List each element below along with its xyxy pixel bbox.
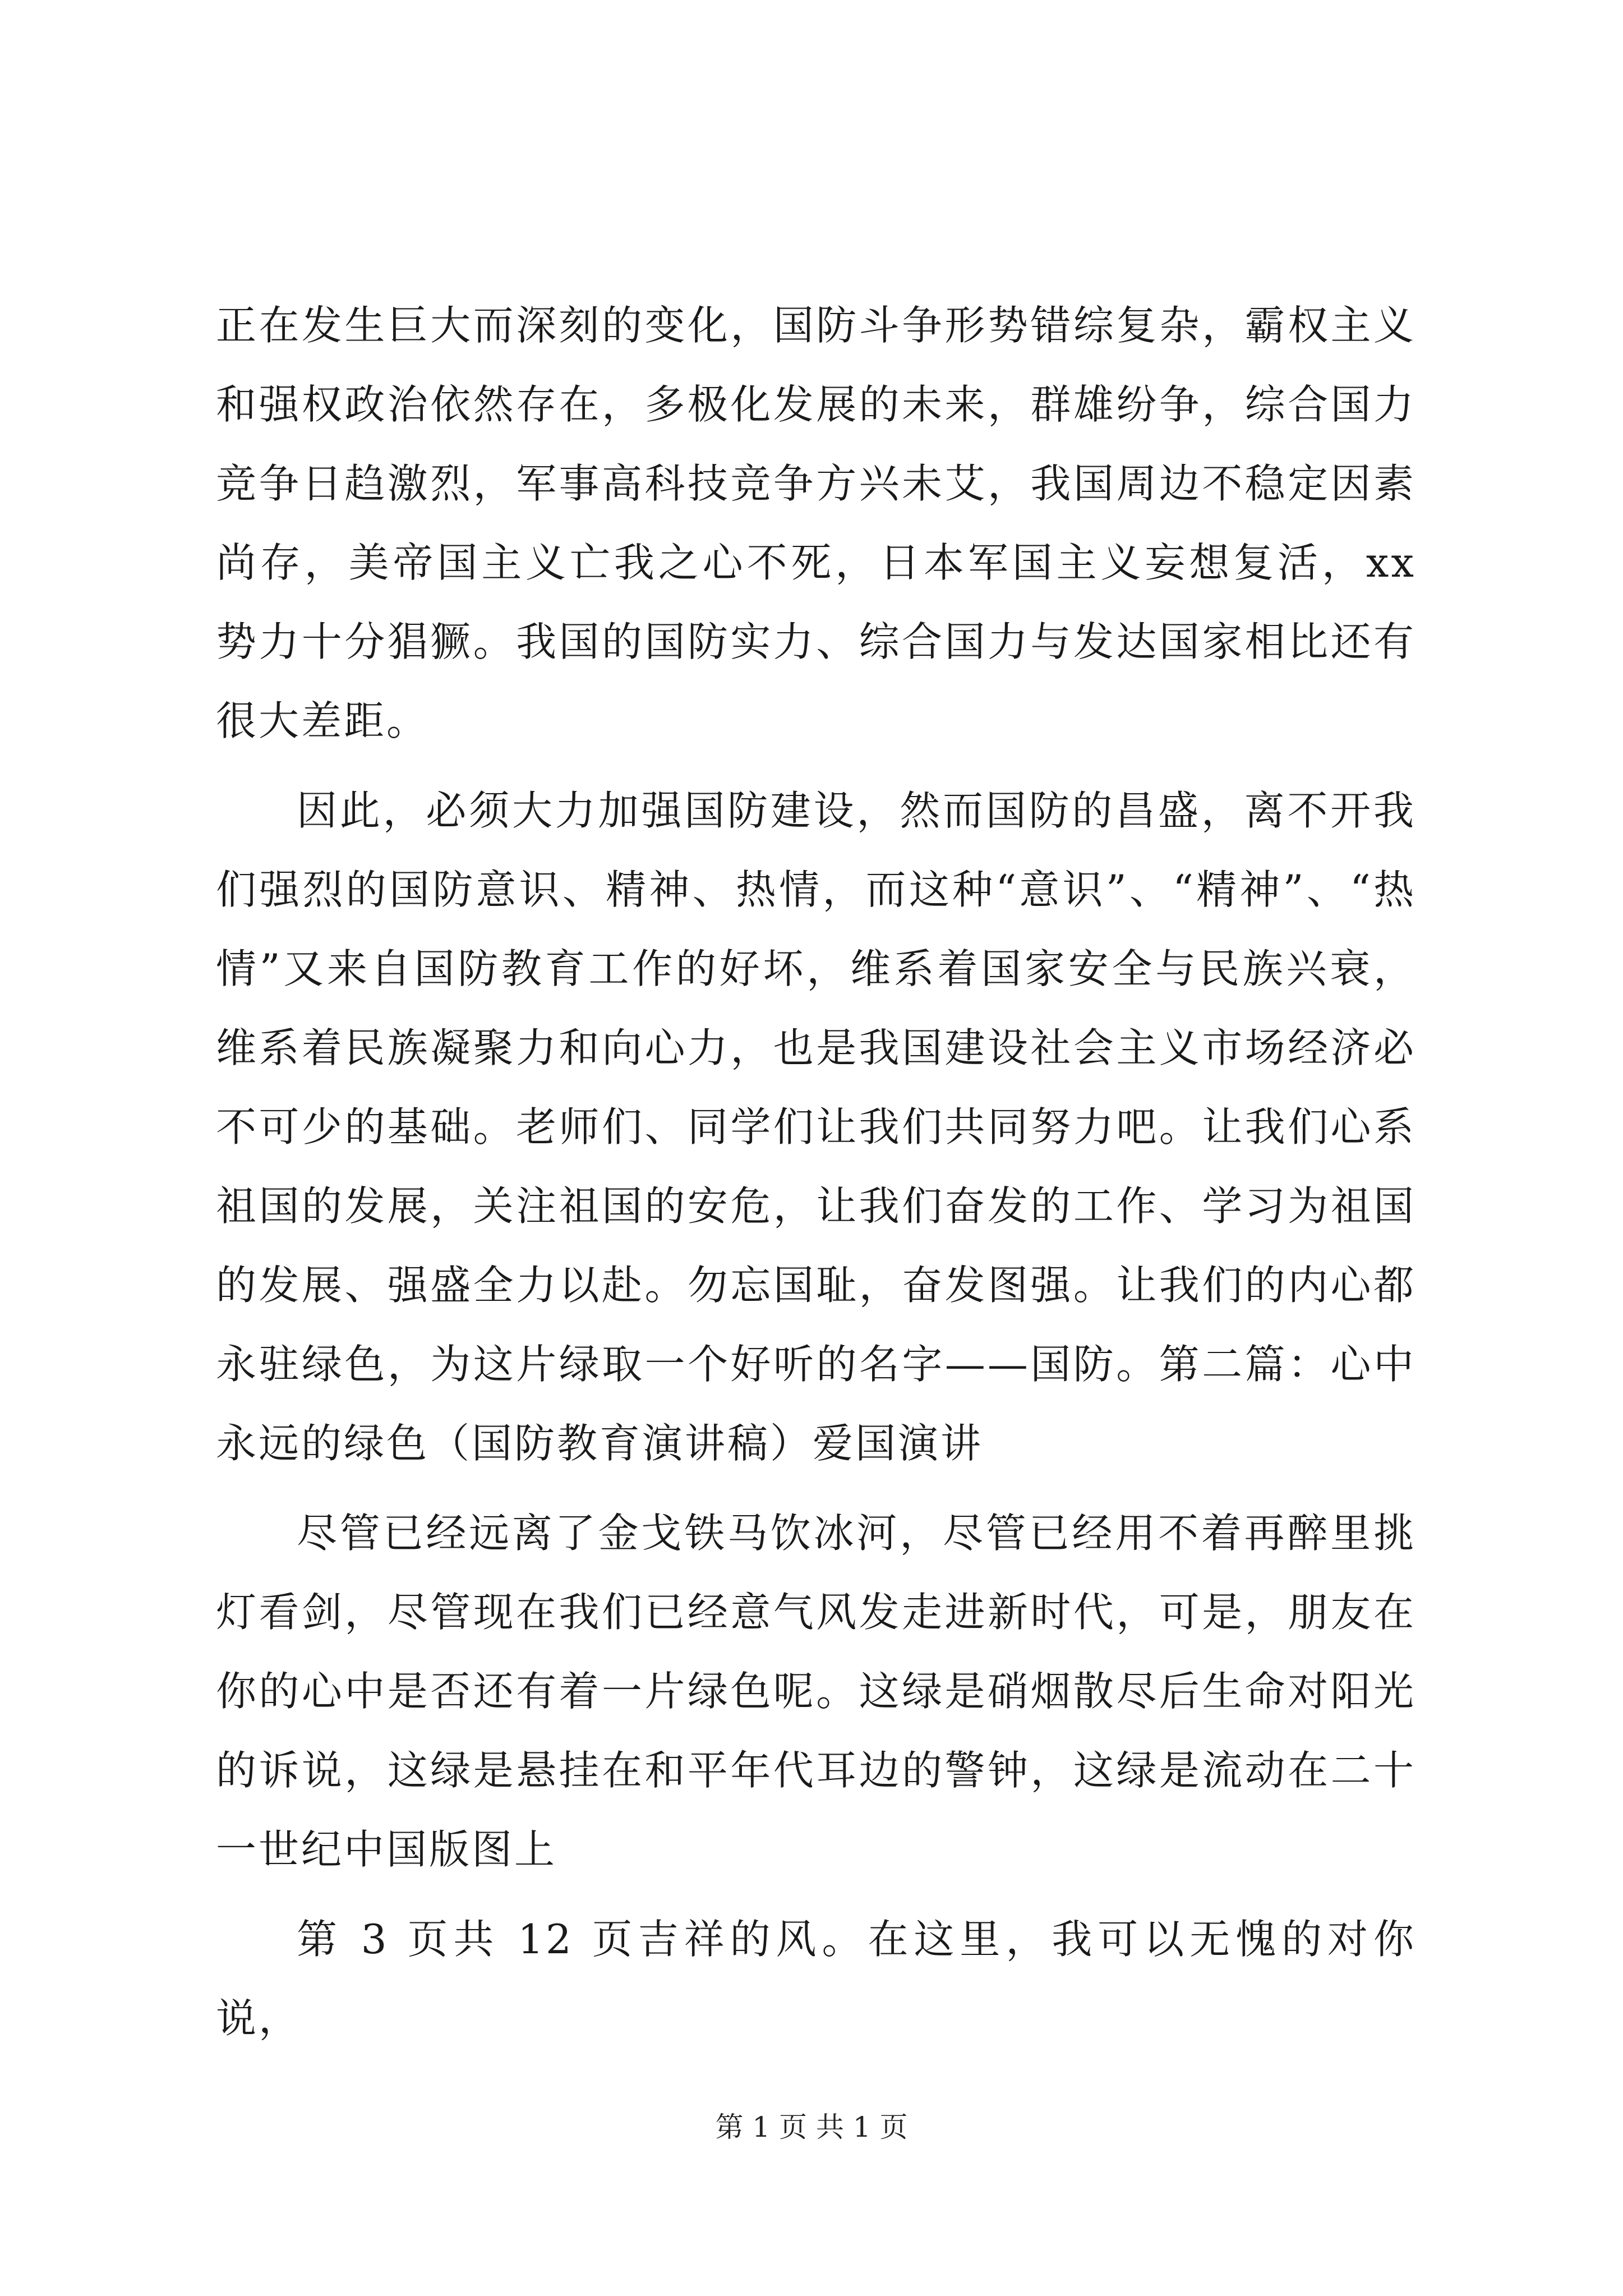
- paragraph-3: 尽管已经远离了金戈铁马饮冰河，尽管已经用不着再醉里挑灯看剑，尽管现在我们已经意气风发走进新时代，可是，朋友在你的心中是否还有着一片绿色呢。这绿是硝烟散尽后生命对阳光的诉说，这绿是悬挂在和平年代耳边的警钟，这绿是流动在二十一世纪中国版图上: [216, 1510, 1416, 1873]
- document-body: [216, 286, 1416, 2069]
- paragraph-1: 正在发生巨大而深刻的变化，国防斗争形势错综复杂，霸权主义和强权政治依然存在，多极化发展的未来，群雄纷争，综合国力竞争日趋激烈，军事高科技竞争方兴未艾，我国周边不稳定因素尚存，美帝国主义亡我之心不死，日本军国主义妄想复活，xx势力十分猖獗。我国的国防实力、综合国力与发达国家相比还有很大差距。: [216, 302, 1416, 744]
- paragraph-4: 第 3 页共 12 页吉祥的风。在这里，我可以无愧的对你说，: [216, 1916, 1416, 2042]
- page-footer: 第 1 页 共 1 页: [715, 2111, 908, 2143]
- paragraph-2: 因此，必须大力加强国防建设，然而国防的昌盛，离不开我们强烈的国防意识、精神、热情，而这种“意识”、“精神”、“热情”又来自国防教育工作的好坏，维系着国家安全与民族兴衰，维系着民族凝聚力和向心力，也是我国建设社会主义市场经济必不可少的基础。老师们、同学们让我们共同努力吧。让我们心系祖国的发展，关注祖国的安危，让我们奋发的工作、学习为祖国的发展、强盛全力以赴。勿忘国耻，奋发图强。让我们的内心都永驻绿色，为这片绿取一个好听的名字——国防。第二篇：心中永远的绿色（国防教育演讲稿）爱国演讲: [216, 787, 1416, 1467]
